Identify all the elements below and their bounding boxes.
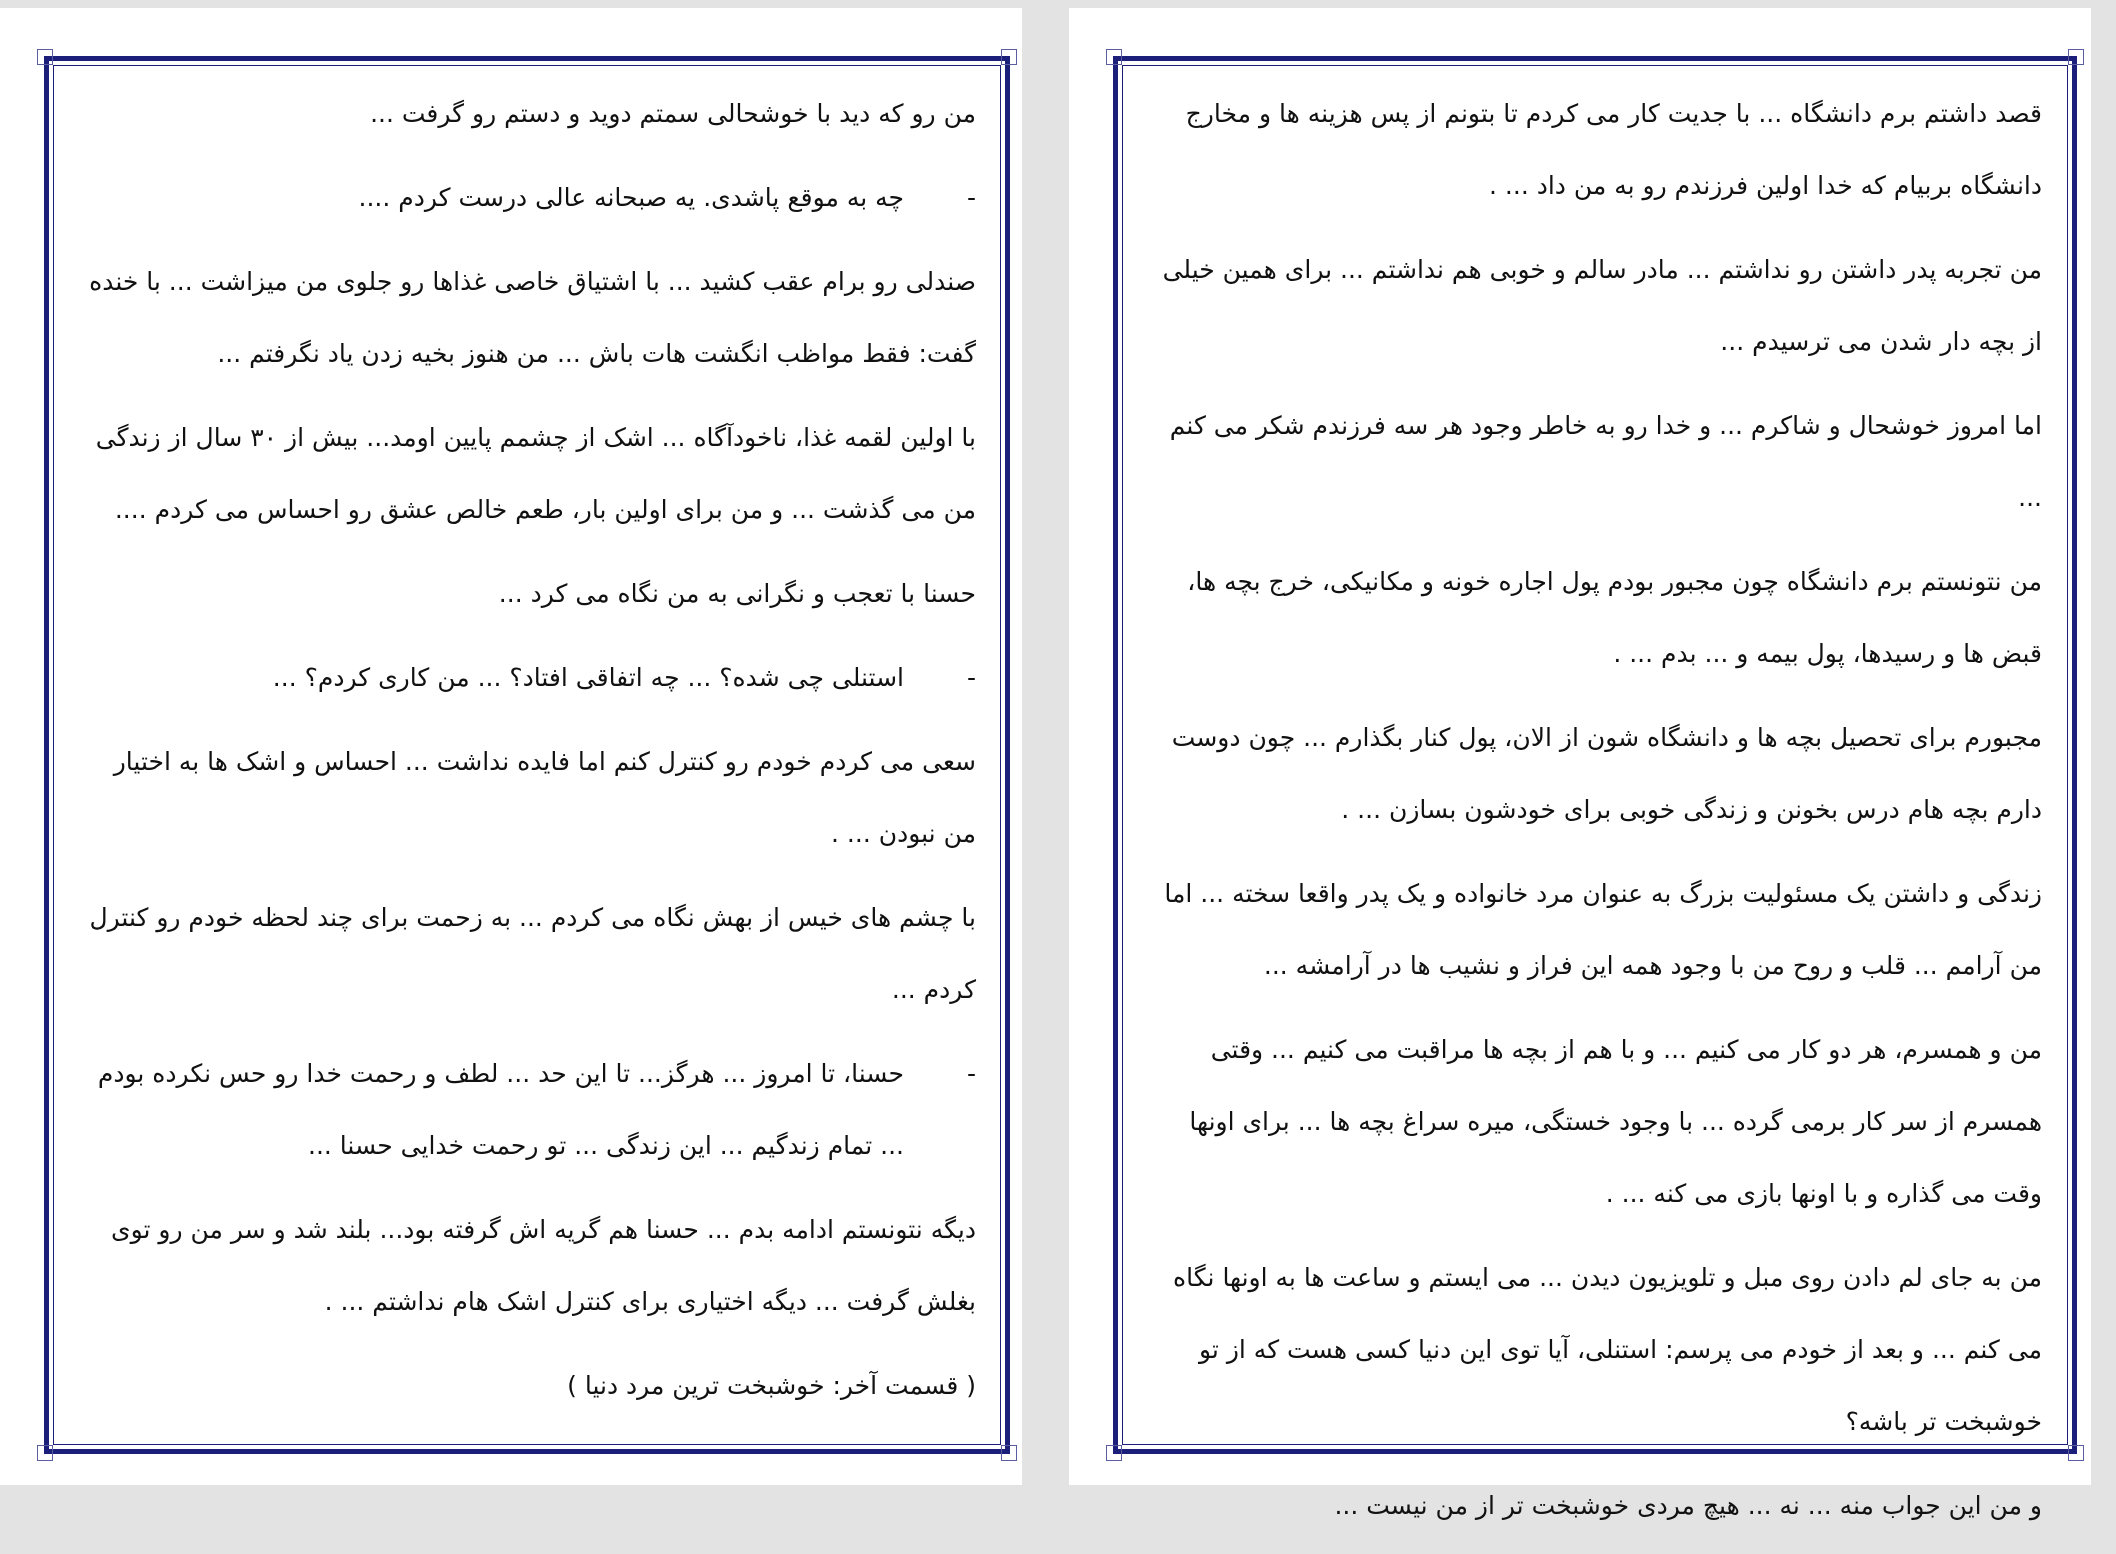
paragraph: قصد داشتم برم دانشگاه ... با جدیت کار می کردم تا بتونم از پس هزینه ها و مخارج دانشگاه بربیام که خدا اولین فرزندم رو به من داد ... .	[1185, 99, 2042, 200]
paragraph: من و همسرم، هر دو کار می کنیم ... و با هم از بچه ها مراقبت می کنیم ... وقتی همسرم از سر کار برمی گرده ... با وجود خستگی، میره سراغ بچه ها ... برای اونها وقت می گذاره و با اونها بازی می کنه ... .	[1189, 1035, 2042, 1208]
document-page-left	[0, 8, 1022, 1485]
dialogue-line: - استنلی چی شده؟ ... چه اتفاقی افتاد؟ ... من کاری کردم؟ ...	[82, 642, 976, 714]
paragraph: سعی می کردم خودم رو کنترل کنم اما فایده نداشت ... احساس و اشک ها به اختیار من نبودن ... .	[113, 747, 976, 848]
paragraph: حسنا با تعجب و نگرانی به من نگاه می کرد ...	[498, 579, 976, 608]
chapter-end-note: ( قسمت آخر: خوشبخت ترین مرد دنیا )	[567, 1371, 976, 1400]
dialogue-line: - چه به موقع پاشدی. یه صبحانه عالی درست کردم ....	[82, 162, 976, 234]
paragraph: من تجربه پدر داشتن رو نداشتم ... مادر سالم و خوبی هم نداشتم ... برای همین خیلی از بچه دار شدن می ترسیدم ...	[1162, 255, 2042, 356]
paragraph: با چشم های خیس از بهش نگاه می کردم ... به زحمت برای چند لحظه خودم رو کنترل کردم ...	[89, 903, 976, 1004]
dialogue-line: - حسنا، تا امروز ... هرگز... تا این حد ... لطف و رحمت خدا رو حس نکرده بودم ... تمام زندگیم ... این زندگی ... تو رحمت خدایی حسنا ...	[82, 1038, 976, 1182]
paragraph: صندلی رو برام عقب کشید ... با اشتیاق خاصی غذاها رو جلوی من میزاشت ... با خنده گفت: فقط مواظب انگشت هات باش ... من هنوز بخیه زدن یاد نگرفتم ...	[89, 267, 976, 368]
paragraph: و من این جواب منه ... نه ... هیچ مردی خوشبخت تر از من نیست ...	[1334, 1491, 2042, 1520]
paragraph: با اولین لقمه غذا، ناخودآگاه ... اشک از چشمم پایین اومد... بیش از ۳۰ سال از زندگی من می گذشت ... و من برای اولین بار، طعم خالص عشق رو احساس می کردم ....	[95, 423, 976, 524]
paragraph: من به جای لم دادن روی مبل و تلویزیون دیدن ... می ایستم و ساعت ها به اونها نگاه می کنم ... و بعد از خودم می پرسم: استنلی، آیا توی این دنیا کسی هست که از تو خوشبخت تر باشه؟	[1173, 1263, 2042, 1436]
paragraph: مجبورم برای تحصیل بچه ها و دانشگاه شون از الان، پول کنار بگذارم ... چون دوست دارم بچه هام درس بخونن و زندگی خوبی برای خودشون بسازن ... .	[1171, 723, 2042, 824]
paragraph: دیگه نتونستم ادامه بدم ... حسنا هم گریه اش گرفته بود... بلند شد و سر من رو توی بغلش گرفت ... دیگه اختیاری برای کنترل اشک هام نداشتم ... .	[111, 1215, 976, 1316]
paragraph: من نتونستم برم دانشگاه چون مجبور بودم پول اجاره خونه و مکانیکی، خرج بچه ها، قبض ها و رسیدها، پول بیمه و ... بدم ... .	[1187, 567, 2042, 668]
document-page-right	[1069, 8, 2091, 1520]
page-text-right	[1142, 78, 2042, 1554]
page-text-left	[82, 78, 976, 1434]
paragraph: من رو که دید با خوشحالی سمتم دوید و دستم رو گرفت ...	[370, 99, 976, 128]
paragraph: اما امروز خوشحال و شاکرم ... و خدا رو به خاطر وجود هر سه فرزندم شکر می کنم ...	[1169, 411, 2042, 512]
paragraph: زندگی و داشتن یک مسئولیت بزرگ به عنوان مرد خانواده و یک پدر واقعا سخته ... اما من آرامم ... قلب و روح من با وجود همه این فراز و نشیب ها در آرامشه ...	[1164, 879, 2042, 980]
